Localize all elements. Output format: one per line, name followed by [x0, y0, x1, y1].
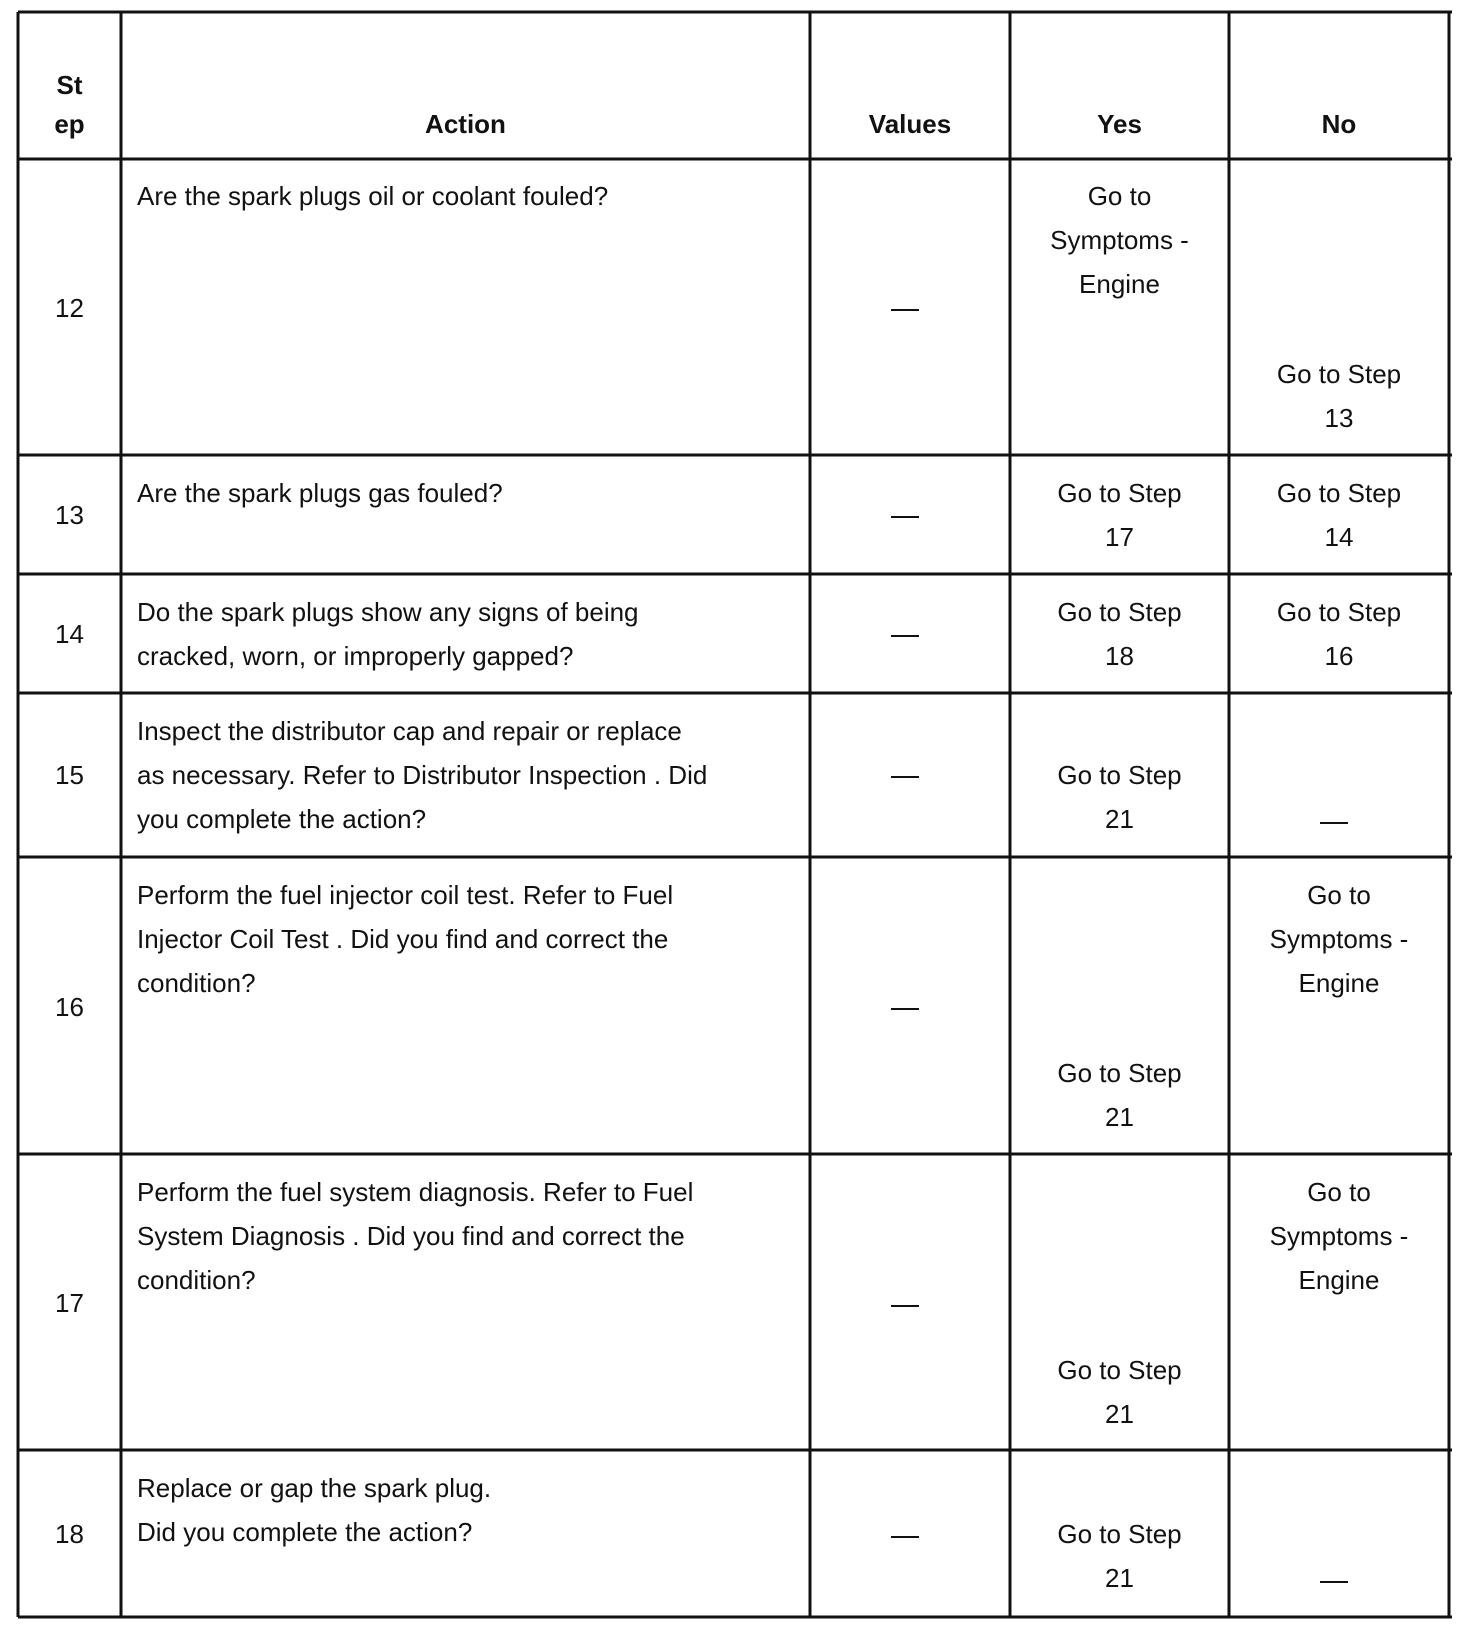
- table-row-17-step: 17: [55, 1288, 84, 1318]
- table-row-13-values: [810, 493, 1010, 537]
- table-row-17-values: [810, 1281, 1010, 1325]
- table-row-13-yes: Go to Step 17: [1057, 478, 1182, 552]
- table-row-15-no: [1229, 797, 1449, 841]
- table-row-12-no: Go to Step 13: [1276, 359, 1402, 433]
- table-row-17-yes: Go to Step 21: [1057, 1355, 1182, 1429]
- table-row-15-yes: Go to Step 21: [1057, 760, 1182, 834]
- header-values: Values: [868, 109, 952, 139]
- table-row-12-values: [810, 286, 1010, 330]
- table-row-12-yes: Go to Symptoms - Engine: [1050, 181, 1189, 299]
- table-row-14-action: Do the spark plugs show any signs of being cracked, worn, or improperly gapped?: [137, 597, 639, 671]
- table-row-16-no: Go to Symptoms - Engine: [1269, 880, 1409, 998]
- header-step: St ep: [54, 70, 85, 139]
- table-row-12-step: 12: [55, 293, 84, 323]
- table-row-15-values: [810, 753, 1010, 797]
- table-row-14-no: Go to Step 16: [1276, 597, 1402, 671]
- table-row-16-action: Perform the fuel injector coil test. Refer to Fuel Injector Coil Test . Did you find and correct the condition?: [137, 880, 674, 998]
- table-row-18-values: [810, 1512, 1010, 1556]
- table-row-16-yes: Go to Step 21: [1057, 1058, 1182, 1132]
- table-row-13-no: Go to Step 14: [1276, 478, 1402, 552]
- table-row-18-action: Replace or gap the spark plug. Did you complete the action?: [137, 1473, 492, 1547]
- table-row-12-action: Are the spark plugs oil or coolant fouled?: [137, 181, 609, 211]
- table-row-13-step: 13: [55, 500, 84, 530]
- table-row-14-step: 14: [55, 619, 84, 649]
- table-row-16-step: 16: [55, 992, 84, 1022]
- table-row-18-yes: Go to Step 21: [1057, 1519, 1182, 1593]
- table-row-17-action: Perform the fuel system diagnosis. Refer to Fuel System Diagnosis . Did you find and correct the condition?: [137, 1177, 694, 1295]
- table-row-16-values: [810, 985, 1010, 1029]
- table-row-17-no: Go to Symptoms - Engine: [1269, 1177, 1409, 1295]
- table-row-14-values: [810, 612, 1010, 656]
- table-row-15-action: Inspect the distributor cap and repair or replace as necessary. Refer to Distributor Inspection . Did you complete the action?: [137, 716, 708, 834]
- table-row-15-no-dash: [1320, 822, 1348, 824]
- header-action: Action: [425, 109, 506, 139]
- table-row-13-action: Are the spark plugs gas fouled?: [137, 478, 503, 508]
- header-no: No: [1321, 109, 1357, 139]
- table-row-18-no: [1229, 1556, 1449, 1600]
- table-row-15-step: 15: [55, 760, 84, 790]
- table-row-18-no-dash: [1320, 1581, 1348, 1583]
- table-row-14-yes: Go to Step 18: [1057, 597, 1182, 671]
- header-yes: Yes: [1097, 109, 1142, 139]
- table-row-18-step: 18: [55, 1519, 84, 1549]
